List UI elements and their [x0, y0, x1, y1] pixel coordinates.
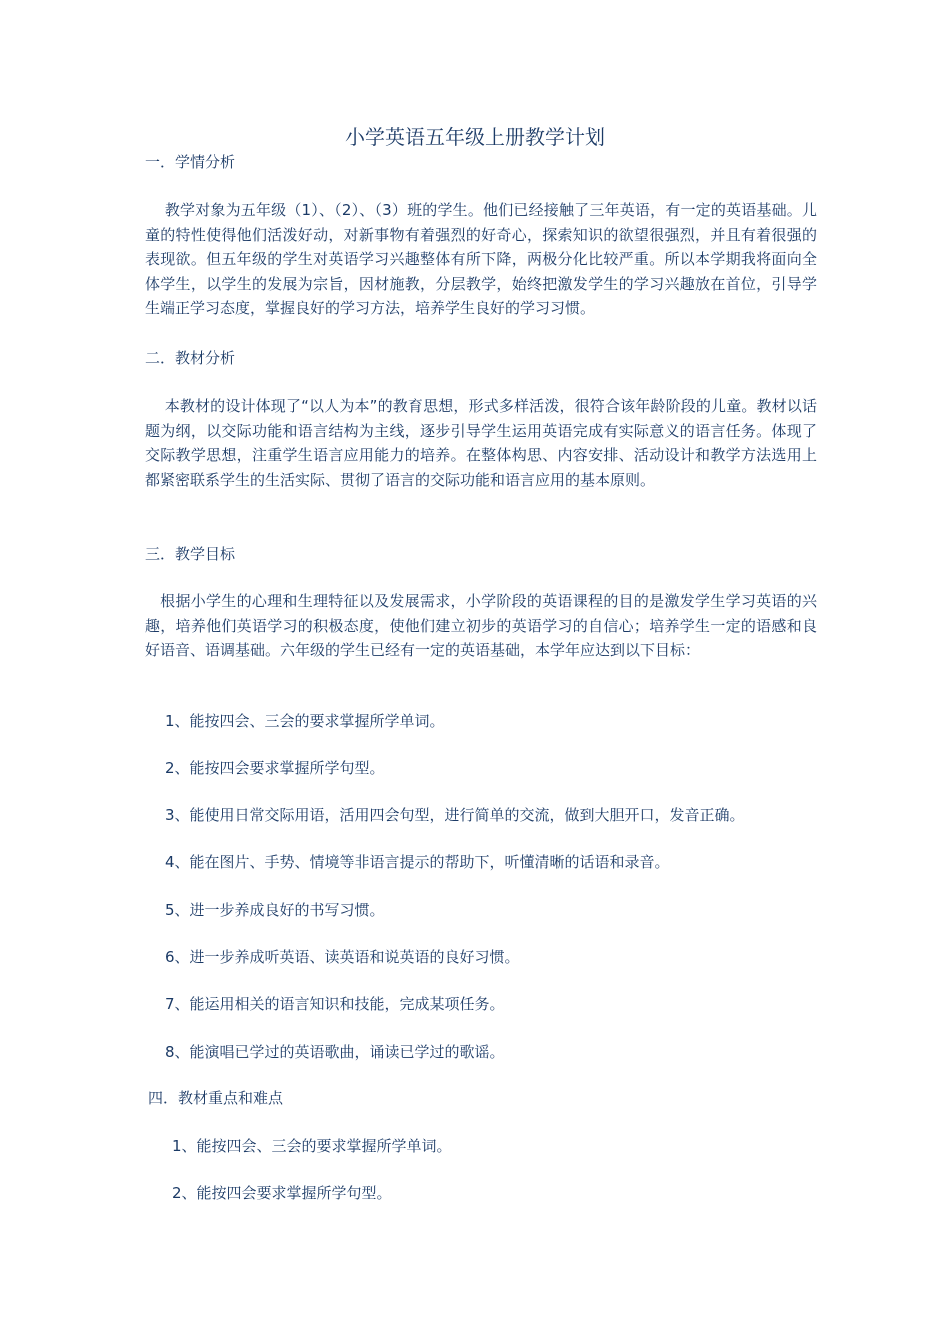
objective-item: 2、能按四会要求掌握所学句型。: [165, 759, 385, 777]
section-heading-4: 四．教材重点和难点: [148, 1089, 284, 1107]
section-heading-2: 二．教材分析: [145, 349, 236, 367]
objective-item: 5、进一步养成良好的书写习惯。: [165, 901, 385, 919]
objective-item: 8、能演唱已学过的英语歌曲，诵读已学过的歌谣。: [165, 1043, 505, 1061]
section-body-1: 教学对象为五年级（1）、（2）、（3）班的学生。他们已经接触了三年英语，有一定的英语基础。儿童的特性使得他们活泼好动，对新事物有着强烈的好奇心，探索知识的欲望很强烈，并且有着很强的表现欲。但五年级的学生对英语学习兴趣整体有所下降，两极分化比较严重。所以本学期我将面向全体学生，以学生的发展为宗旨，因材施教，分层教学，始终把激发学生的学习兴趣放在首位，引导学生端正学习态度，掌握良好的学习方法，培养学生良好的学习习惯。: [145, 201, 818, 317]
objective-item: 4、能在图片、手势、情境等非语言提示的帮助下，听懂清晰的话语和录音。: [165, 853, 670, 871]
objective-item: 7、能运用相关的语言知识和技能，完成某项任务。: [165, 995, 505, 1013]
section-body-3: 根据小学生的心理和生理特征以及发展需求，小学阶段的英语课程的目的是激发学生学习英语的兴趣，培养他们英语学习的积极态度，使他们建立初步的英语学习的自信心；培养学生一定的语感和良好语音、语调基础。六年级的学生已经有一定的英语基础，本学年应达到以下目标：: [145, 592, 817, 659]
document-title: 小学英语五年级上册教学计划: [345, 125, 605, 149]
section-heading-3: 三．教学目标: [145, 545, 236, 563]
keypoint-item: 1、能按四会、三会的要求掌握所学单词。: [172, 1137, 452, 1155]
objective-item: 3、能使用日常交际用语，活用四会句型，进行简单的交流，做到大胆开口，发音正确。: [165, 806, 745, 824]
objective-item: 1、能按四会、三会的要求掌握所学单词。: [165, 712, 445, 730]
section-body-2: 本教材的设计体现了“以人为本”的教育思想，形式多样活泼，很符合该年龄阶段的儿童。教材以话题为纲，以交际功能和语言结构为主线，逐步引导学生运用英语完成有实际意义的语言任务。体现了交际教学思想，注重学生语言应用能力的培养。在整体构思、内容安排、活动设计和教学方法选用上都紧密联系学生的生活实际、贯彻了语言的交际功能和语言应用的基本原则。: [145, 397, 817, 489]
objective-item: 6、进一步养成听英语、读英语和说英语的良好习惯。: [165, 948, 520, 966]
keypoint-item: 2、能按四会要求掌握所学句型。: [172, 1184, 392, 1202]
section-heading-1: 一．学情分析: [145, 153, 236, 171]
